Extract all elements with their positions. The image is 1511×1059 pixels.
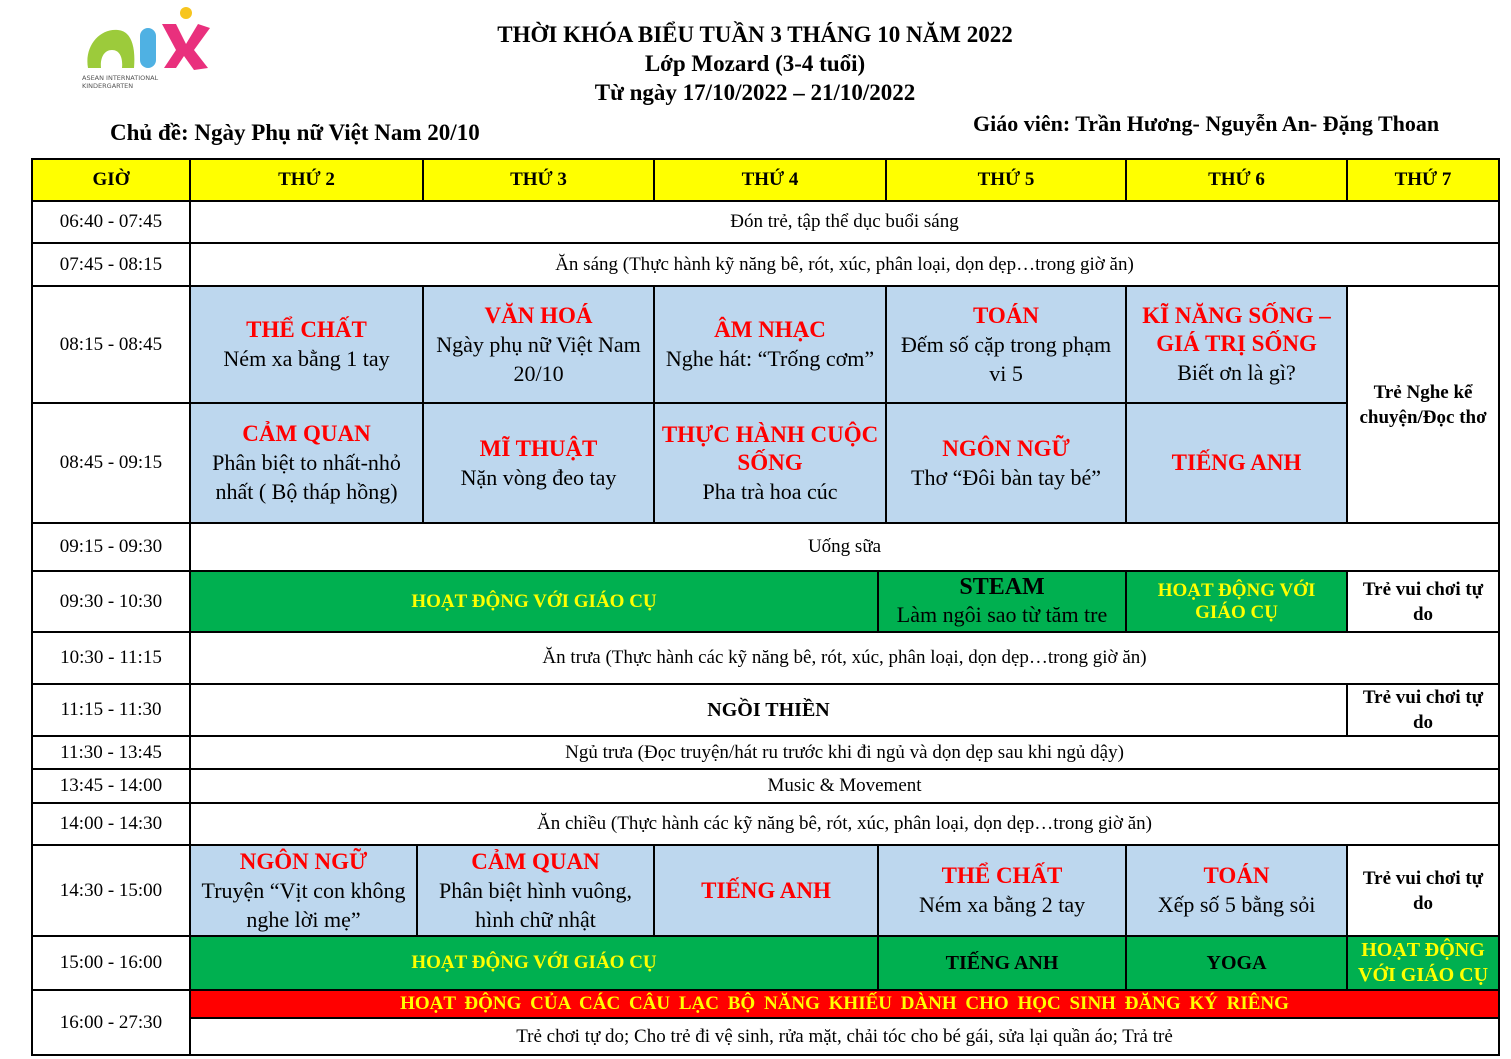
lesson-subject: CẢM QUAN	[242, 421, 371, 446]
table-row	[32, 403, 1499, 523]
table-row	[32, 845, 1499, 936]
saturday-materials: HOẠT ĐỘNG VỚI GIÁO CỤ	[1347, 936, 1499, 990]
lesson-subject: TIẾNG ANH	[1171, 450, 1302, 475]
lesson-subject: VĂN HOÁ	[484, 302, 593, 328]
lesson-subject: MĨ THUẬT	[479, 435, 598, 461]
lesson-description: Ném xa bằng 1 tay	[223, 346, 390, 371]
clubs-banner: HOẠT ĐỘNG CỦA CÁC CÂU LẠC BỘ NĂNG KHIẾU DÀNH CHO HỌC SINH ĐĂNG KÝ RIÊNG	[190, 990, 1499, 1018]
time-cell: 08:45 - 09:15	[32, 403, 190, 523]
table-row	[32, 523, 1499, 571]
activity-cell: HOẠT ĐỘNG VỚI GIÁO CỤ	[190, 571, 878, 632]
lesson-cell	[654, 403, 886, 523]
col-header-sat: THỨ 7	[1347, 159, 1499, 201]
timetable	[31, 158, 1500, 1056]
table-row	[32, 990, 1499, 1018]
saturday-free-play: Trẻ vui chơi tự do	[1347, 571, 1499, 632]
class-name: Lớp Mozard (3-4 tuổi)	[644, 51, 866, 76]
lesson-cell	[417, 845, 654, 936]
table-row	[32, 632, 1499, 684]
table-row	[32, 736, 1499, 769]
teachers-label: Giáo viên: Trần Hương- Nguyễn An- Đặng Thoan	[973, 111, 1440, 136]
saturday-story-cell: Trẻ Nghe kể chuyện/Đọc thơ	[1347, 286, 1499, 523]
lesson-subject: ÂM NHẠC	[714, 317, 826, 342]
common-activity: Uống sữa	[190, 523, 1499, 571]
time-cell: 06:40 - 07:45	[32, 201, 190, 243]
lesson-description: Phân biệt hình vuông, hình chữ nhật	[438, 877, 633, 932]
table-row	[32, 936, 1499, 990]
time-cell: 13:45 - 14:00	[32, 769, 190, 803]
steam-description: Làm ngôi sao từ tăm tre	[896, 602, 1108, 627]
lesson-cell	[190, 286, 423, 403]
table-row	[32, 243, 1499, 286]
lesson-description: Xếp số 5 bằng sỏi	[1157, 892, 1316, 917]
saturday-free-play: Trẻ vui chơi tự do	[1347, 845, 1499, 936]
lesson-cell	[423, 286, 654, 403]
date-range: Từ ngày 17/10/2022 – 21/10/2022	[594, 80, 916, 105]
svg-text:ASEAN INTERNATIONAL: ASEAN INTERNATIONAL	[82, 74, 159, 82]
lesson-subject: TOÁN	[973, 302, 1040, 328]
page-title: THỜI KHÓA BIỂU TUẦN 3 THÁNG 10 NĂM 2022	[497, 22, 1013, 47]
time-cell: 09:30 - 10:30	[32, 571, 190, 632]
lesson-cell	[190, 845, 417, 936]
lesson-description: Phân biệt to nhất-nhỏ nhất ( Bộ tháp hồng)	[212, 450, 401, 504]
lesson-subject: THỂ CHẤT	[246, 317, 367, 342]
schedule-header	[380, 20, 1130, 107]
lesson-subject: THỰC HÀNH CUỘC SỐNG	[661, 421, 879, 475]
lesson-subject: TIẾNG ANH	[701, 877, 831, 903]
lesson-subject: TOÁN	[1203, 863, 1270, 888]
lesson-subject: CẢM QUAN	[471, 848, 600, 874]
table-row	[32, 803, 1499, 845]
col-header-fri: THỨ 6	[1126, 159, 1347, 201]
steam-title: STEAM	[959, 574, 1045, 600]
lesson-cell	[654, 286, 886, 403]
lesson-cell	[1126, 286, 1347, 403]
activity-cell: YOGA	[1126, 936, 1347, 990]
svg-text:KINDERGARTEN: KINDERGARTEN	[82, 82, 134, 90]
time-cell: 09:15 - 09:30	[32, 523, 190, 571]
activity-cell: HOẠT ĐỘNG VỚI GIÁO CỤ	[1126, 571, 1347, 632]
lesson-description: Nghe hát: “Trống cơm”	[665, 346, 875, 371]
lesson-cell	[886, 403, 1126, 523]
col-header-tue: THỨ 3	[423, 159, 654, 201]
lesson-subject: NGÔN NGỮ	[239, 848, 368, 874]
common-activity: Ăn chiều (Thực hành các kỹ năng bê, rót, xúc, phân loại, dọn dẹp…trong giờ ăn)	[190, 803, 1499, 845]
header-row	[32, 159, 1499, 201]
common-activity: Đón trẻ, tập thể dục buổi sáng	[190, 201, 1499, 243]
table-row	[32, 571, 1499, 632]
table-row	[32, 201, 1499, 243]
col-header-mon: THỨ 2	[190, 159, 423, 201]
col-header-time: GIỜ	[32, 159, 190, 201]
time-cell: 10:30 - 11:15	[32, 632, 190, 684]
common-activity: Ăn sáng (Thực hành kỹ năng bê, rót, xúc, phân loại, dọn dẹp…trong giờ ăn)	[190, 243, 1499, 286]
lesson-description: Biết ơn là gì?	[1177, 360, 1296, 385]
lesson-description: Đếm số cặp trong phạm vi 5	[900, 331, 1112, 386]
lesson-description: Truyện “Vịt con không nghe lời mẹ”	[201, 877, 406, 932]
lesson-cell	[654, 845, 878, 936]
time-cell: 11:15 - 11:30	[32, 684, 190, 736]
table-row	[32, 286, 1499, 403]
lesson-cell	[886, 286, 1126, 403]
time-cell: 16:00 - 27:30	[32, 990, 190, 1055]
common-activity: Ngủ trưa (Đọc truyện/hát ru trước khi đi ngủ và dọn dẹp sau khi ngủ dậy)	[190, 736, 1499, 769]
lesson-cell	[1126, 845, 1347, 936]
lesson-cell	[190, 403, 423, 523]
time-cell: 14:30 - 15:00	[32, 845, 190, 936]
col-header-wed: THỨ 4	[654, 159, 886, 201]
time-cell: 11:30 - 13:45	[32, 736, 190, 769]
lesson-description: Pha trà hoa cúc	[702, 478, 838, 504]
table-row	[32, 1018, 1499, 1055]
table-row	[32, 684, 1499, 736]
activity-cell: TIẾNG ANH	[878, 936, 1126, 990]
lesson-subject: NGÔN NGỮ	[942, 435, 1070, 461]
lesson-description: Ngày phụ nữ Việt Nam 20/10	[436, 331, 641, 386]
topic-label: Chủ đề: Ngày Phụ nữ Việt Nam 20/10	[110, 120, 480, 145]
lesson-description: Thơ “Đôi bàn tay bé”	[911, 464, 1102, 490]
lesson-subject: THỂ CHẤT	[941, 863, 1063, 888]
steam-cell	[878, 571, 1126, 632]
activity-cell: HOẠT ĐỘNG VỚI GIÁO CỤ	[190, 936, 878, 990]
lesson-cell	[423, 403, 654, 523]
lesson-description: Nặn vòng đeo tay	[460, 464, 617, 490]
time-cell: 07:45 - 08:15	[32, 243, 190, 286]
aik-logo	[78, 6, 213, 106]
col-header-thu: THỨ 5	[886, 159, 1126, 201]
time-cell: 14:00 - 14:30	[32, 803, 190, 845]
lesson-subject: KĨ NĂNG SỐNG – GIÁ TRỊ SỐNG	[1142, 303, 1331, 356]
meditation-cell: NGỒI THIỀN	[190, 684, 1347, 736]
saturday-free-play: Trẻ vui chơi tự do	[1347, 684, 1499, 736]
table-row	[32, 769, 1499, 803]
lesson-cell	[878, 845, 1126, 936]
lesson-description: Ném xa bằng 2 tay	[918, 892, 1086, 917]
time-cell: 08:15 - 08:45	[32, 286, 190, 403]
time-cell: 15:00 - 16:00	[32, 936, 190, 990]
lesson-cell	[1126, 403, 1347, 523]
common-activity: Music & Movement	[190, 769, 1499, 803]
common-activity: Ăn trưa (Thực hành các kỹ năng bê, rót, xúc, phân loại, dọn dẹp…trong giờ ăn)	[190, 632, 1499, 684]
common-activity: Trẻ chơi tự do; Cho trẻ đi vệ sinh, rửa mặt, chải tóc cho bé gái, sửa lại quần áo; Trả trẻ	[190, 1018, 1499, 1055]
